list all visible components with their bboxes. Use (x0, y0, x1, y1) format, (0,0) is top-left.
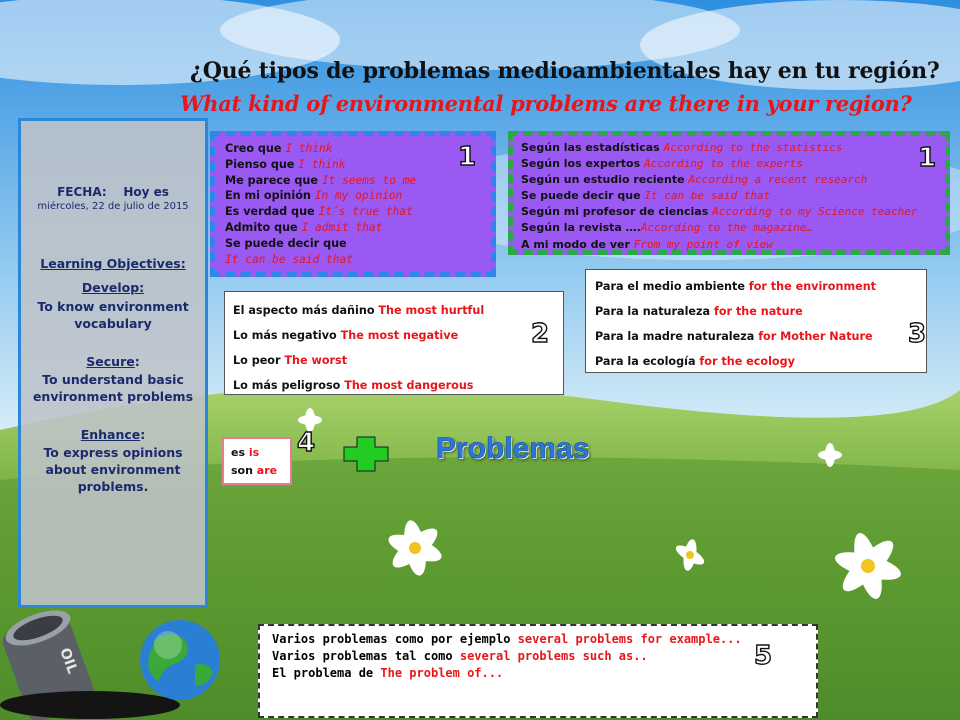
phrase-row: A mi modo de ver From my point of view (521, 237, 773, 251)
number-badge: 1 (918, 143, 937, 173)
phrase-row: Según la revista ….According to the magazine… (521, 221, 814, 235)
phrase-row: Según las estadísticas According to the statistics (521, 141, 843, 154)
number-badge: 2 (531, 319, 550, 349)
phrase-row: Para la ecología for the ecology (595, 355, 795, 368)
number-badge: 5 (754, 641, 773, 671)
phrase-row: es is (231, 446, 260, 459)
problemas-heading: Problemas (436, 432, 590, 465)
plus-icon (343, 436, 389, 472)
phrase-row: El aspecto más dañino The most hurtful (233, 304, 485, 317)
title-english: What kind of environmental problems are there in your region? (180, 91, 912, 116)
verb-box (222, 437, 292, 485)
phrase-row: Varios problemas como por ejemplo several problems for example... (272, 632, 742, 646)
fecha-label: FECHA: Hoy es (57, 185, 169, 199)
objectives-heading: Learning Objectives: (40, 256, 186, 271)
barrel-label: OIL (56, 645, 81, 676)
globe-icon (140, 620, 220, 700)
phrase-row: Es verdad que It´s true that (225, 205, 413, 219)
phrase-row: Pienso que I think (225, 157, 346, 171)
number-badge: 3 (908, 319, 927, 349)
phrase-row: Según un estudio reciente According a recent research (521, 173, 868, 187)
opinion-phrases-box (210, 131, 496, 277)
phrase-row: El problema de The problem of... (272, 666, 504, 680)
enhance-text: To express opinions about environment problems. (43, 445, 183, 494)
develop-text: To know environment vocabulary (37, 299, 189, 331)
phrase-row: son are (231, 464, 278, 477)
phrase-row: Según mi profesor de ciencias According to my Science teacher (521, 205, 918, 219)
phrase-row: Lo más negativo The most negative (233, 329, 459, 342)
number-badge: 1 (458, 142, 477, 172)
phrase-row: Para la madre naturaleza for Mother Nature (595, 330, 873, 343)
develop-heading: Develop: (81, 280, 145, 295)
for-the-environment-box (585, 269, 927, 373)
superlatives-box (224, 291, 564, 395)
phrase-row: Me parece que It seems to me (225, 173, 417, 187)
fecha-date: miércoles, 22 de julio de 2015 (37, 201, 189, 212)
title-spanish: ¿Qué tipos de problemas medioambientales hay en tu región? (190, 58, 940, 84)
phrase-row: Se puede decir que (225, 236, 347, 250)
phrase-row: Lo peor The worst (233, 354, 348, 367)
enhance-heading: Enhance (80, 427, 141, 442)
phrase-row: Según los expertos According to the experts (521, 157, 803, 171)
phrase-row: Admito que I admit that (225, 220, 383, 234)
phrase-row: Se puede decir que It can be said that (521, 189, 771, 203)
learning-objectives-panel: FECHA: Hoy es miércoles, 22 de julio de 2015 Learning Objectives: Develop: To know environment vocabulary Secure: To understand basic environment problems Enhance: To express opinions about environment problems. (18, 118, 208, 608)
phrase-row: Varios problemas tal como several problems such as.. (272, 649, 648, 663)
secure-text: To understand basic environment problems (32, 372, 194, 404)
number-badge: 4 (297, 428, 316, 458)
phrase-row: Para el medio ambiente for the environment (595, 280, 877, 293)
phrase-row: Lo más peligroso The most dangerous (233, 379, 474, 392)
source-phrases-box (508, 131, 950, 255)
secure-heading: Secure (86, 354, 135, 369)
phrase-row: En mi opinión In my opinion (225, 189, 403, 203)
examples-box (258, 624, 818, 718)
phrase-row: Para la naturaleza for the nature (595, 305, 803, 318)
phrase-row: Creo que I think (225, 142, 333, 155)
phrase-row: It can be said that (225, 252, 353, 266)
